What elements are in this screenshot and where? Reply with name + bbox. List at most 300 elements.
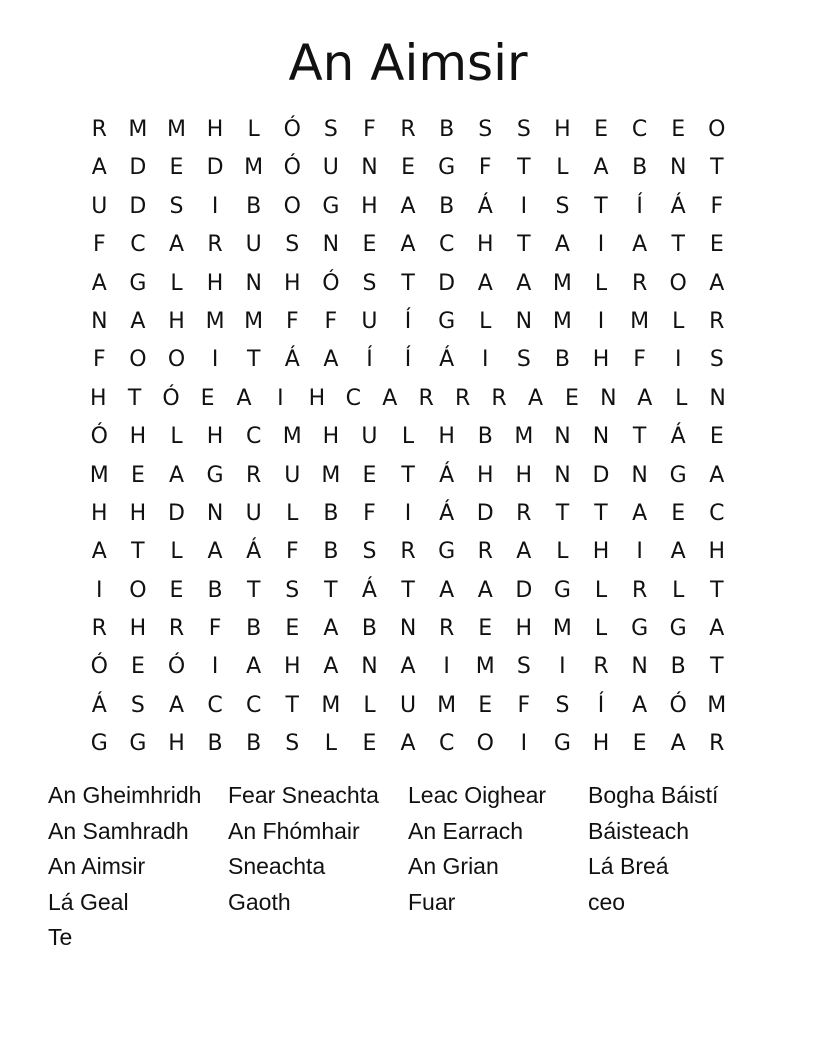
grid-letter: E [564, 385, 579, 411]
grid-letter: Á [91, 692, 107, 718]
grid-letter: F [363, 117, 376, 142]
grid-letter: Í [404, 347, 412, 373]
grid-letter: A [477, 577, 493, 603]
grid-letter: T [401, 577, 415, 603]
grid-letter: Ó [669, 692, 687, 718]
grid-row [80, 572, 736, 610]
grid-letter: A [632, 500, 648, 526]
grid-letter: I [211, 193, 219, 219]
grid-letter: B [246, 731, 262, 757]
word-list-item: An Gheimhridh [48, 782, 202, 808]
grid-letter: L [401, 424, 415, 450]
grid-letter: M [552, 308, 572, 334]
grid-letter: Á [439, 347, 455, 373]
grid-letter: H [322, 424, 340, 450]
grid-row [80, 687, 736, 725]
grid-letter: Á [477, 193, 493, 219]
grid-letter: A [130, 308, 146, 334]
grid-letter: M [166, 117, 186, 142]
word-list-item: An Fhómhair [228, 817, 360, 844]
grid-letter: R [454, 385, 471, 411]
grid-letter: H [476, 232, 494, 258]
grid-letter: F [633, 347, 646, 373]
grid-letter: H [361, 193, 378, 219]
grid-letter: T [401, 462, 415, 488]
grid-letter: T [632, 424, 647, 450]
grid-letter: T [594, 500, 608, 526]
grid-letter: H [438, 424, 455, 450]
grid-letter: N [631, 462, 648, 488]
grid-letter: U [245, 500, 262, 526]
grid-letter: A [477, 270, 493, 296]
grid-letter: T [555, 500, 570, 526]
grid-letter: M [244, 308, 264, 334]
grid-letter: H [206, 117, 224, 142]
grid-letter: M [321, 692, 341, 718]
grid-letter: A [709, 462, 725, 488]
grid-letter: M [205, 308, 225, 334]
grid-letter: T [710, 155, 724, 181]
grid-letter: G [129, 731, 147, 757]
grid-letter: T [246, 577, 261, 603]
grid-letter: T [131, 539, 145, 565]
grid-letter: H [89, 385, 107, 411]
grid-letter: Í [636, 193, 643, 219]
grid-letter: L [363, 692, 376, 718]
grid-letter: I [443, 654, 450, 680]
word-list-item: An Earrach [408, 817, 524, 844]
grid-letter: S [516, 347, 531, 373]
word-list-item: Lá Breá [588, 853, 669, 880]
grid-letter: B [361, 616, 377, 642]
grid-letter: B [439, 193, 455, 219]
grid-letter: T [517, 232, 531, 258]
grid-row [80, 457, 736, 495]
grid-letter: C [631, 117, 648, 142]
grid-letter: U [284, 462, 301, 488]
grid-letter: M [128, 117, 148, 142]
grid-letter: A [246, 654, 262, 680]
grid-letter: N [361, 155, 378, 181]
grid-letter: D [476, 500, 494, 526]
grid-letter: C [345, 385, 361, 411]
grid-letter: Ó [322, 270, 340, 296]
grid-letter: C [438, 232, 455, 258]
grid-letter: M [552, 616, 572, 642]
word-list-item: Sneachta [228, 853, 326, 880]
grid-letter: H [515, 462, 533, 488]
grid-letter: H [168, 731, 185, 757]
grid-letter: A [400, 654, 416, 680]
grid-letter: Ó [283, 117, 301, 142]
grid-letter: I [597, 308, 605, 334]
grid-letter: Ó [90, 424, 108, 450]
grid-letter: A [168, 692, 185, 718]
grid-letter: G [438, 539, 456, 565]
grid-letter: H [129, 424, 147, 450]
grid-letter: M [630, 308, 650, 334]
grid-letter: I [96, 577, 103, 603]
grid-letter: G [669, 462, 687, 488]
grid-letter: Á [439, 462, 455, 488]
grid-letter: A [632, 232, 648, 258]
grid-letter: E [671, 500, 686, 526]
grid-row [80, 265, 736, 303]
grid-letter: N [322, 232, 340, 258]
grid-letter: T [671, 232, 685, 258]
grid-letter: T [710, 577, 724, 603]
grid-letter: A [593, 155, 609, 181]
grid-letter: M [552, 270, 572, 296]
grid-letter: S [285, 731, 300, 757]
grid-letter: N [515, 308, 533, 334]
grid-row [80, 495, 736, 533]
grid-letter: Ó [90, 654, 108, 680]
grid-letter: N [709, 385, 726, 411]
grid-letter: H [206, 424, 224, 450]
grid-letter: N [631, 654, 648, 680]
grid-letter: R [91, 117, 107, 142]
grid-row [80, 610, 736, 648]
grid-letter: I [674, 347, 682, 373]
grid-letter: A [168, 232, 185, 258]
grid-letter: G [438, 308, 456, 334]
grid-letter: A [91, 539, 107, 565]
grid-row [80, 149, 736, 187]
grid-letter: S [285, 232, 300, 258]
grid-letter: B [439, 117, 455, 142]
grid-letter: T [324, 577, 338, 603]
grid-letter: I [597, 232, 605, 258]
word-list [48, 778, 768, 956]
grid-letter: N [206, 500, 224, 526]
grid-letter: H [283, 654, 301, 680]
grid-letter: E [401, 155, 415, 181]
word-list-item: Lá Geal [48, 888, 129, 915]
word-list-item: Te [48, 924, 73, 951]
grid-letter: A [670, 539, 686, 565]
grid-letter: R [491, 385, 507, 411]
grid-letter: H [168, 308, 185, 334]
grid-letter: F [478, 155, 492, 181]
grid-letter: L [594, 616, 608, 642]
grid-letter: Í [404, 308, 412, 334]
grid-letter: L [594, 270, 608, 296]
grid-letter: F [285, 539, 299, 565]
grid-letter: A [236, 385, 252, 411]
grid-letter: L [170, 539, 183, 565]
grid-letter: E [478, 692, 493, 718]
grid-letter: Á [670, 193, 686, 219]
grid-letter: F [92, 232, 106, 258]
grid-letter: N [592, 424, 610, 450]
grid-letter: A [554, 232, 570, 258]
grid-letter: L [675, 385, 688, 411]
grid-letter: A [168, 462, 185, 488]
grid-letter: A [516, 270, 532, 296]
word-list-item: ceo [588, 888, 626, 915]
grid-letter: A [207, 539, 223, 565]
grid-letter: E [130, 654, 145, 680]
grid-letter: I [404, 500, 412, 526]
grid-letter: M [437, 692, 457, 718]
grid-letter: B [670, 654, 686, 680]
grid-letter: O [708, 117, 726, 142]
grid-letter: E [594, 117, 608, 142]
grid-letter: T [127, 385, 142, 411]
grid-row [80, 418, 736, 456]
grid-letter: I [481, 347, 489, 373]
grid-letter: R [400, 117, 416, 142]
grid-letter: N [399, 616, 417, 642]
grid-letter: O [283, 193, 301, 219]
grid-letter: E [632, 731, 647, 757]
grid-row [80, 533, 736, 571]
grid-letter: T [246, 347, 261, 373]
grid-letter: R [593, 654, 609, 680]
grid-letter: N [361, 654, 378, 680]
grid-row [80, 188, 736, 226]
grid-letter: B [554, 347, 570, 373]
grid-letter: G [438, 155, 456, 181]
grid-letter: N [554, 424, 571, 450]
grid-letter: M [321, 462, 341, 488]
grid-letter: A [91, 155, 107, 181]
grid-letter: A [637, 385, 653, 411]
grid-letter: A [709, 616, 725, 642]
grid-letter: Ó [283, 155, 301, 181]
grid-letter: R [709, 308, 725, 334]
grid-letter: T [710, 654, 724, 680]
word-list-item: Bogha Báistí [588, 782, 719, 808]
grid-letter: G [322, 193, 340, 219]
word-list-item: Fear Sneachta [228, 782, 379, 808]
word-list-item: An Samhradh [48, 817, 189, 844]
grid-letter: E [671, 117, 686, 142]
grid-letter: L [672, 308, 685, 334]
grid-letter: C [709, 500, 725, 526]
grid-letter: U [399, 692, 417, 718]
grid-letter: F [285, 308, 299, 334]
grid-letter: H [91, 500, 108, 526]
grid-letter: B [323, 500, 339, 526]
grid-letter: U [91, 193, 108, 219]
grid-letter: Í [597, 692, 605, 718]
grid-letter: L [170, 424, 183, 450]
grid-letter: L [247, 117, 260, 142]
word-list-item: Gaoth [228, 888, 291, 915]
word-list-item: Leac Oighear [408, 782, 547, 808]
grid-letter: U [322, 155, 339, 181]
grid-letter: C [438, 731, 455, 757]
grid-letter: S [555, 193, 570, 219]
grid-row [80, 380, 736, 418]
grid-letter: A [323, 616, 339, 642]
grid-letter: N [91, 308, 108, 334]
grid-letter: D [206, 155, 224, 181]
grid-letter: Á [439, 500, 455, 526]
grid-letter: S [362, 539, 377, 565]
grid-letter: R [516, 500, 532, 526]
grid-letter: H [283, 270, 301, 296]
grid-letter: H [708, 539, 726, 565]
grid-letter: E [478, 616, 493, 642]
grid-letter: I [211, 347, 219, 373]
grid-letter: H [129, 616, 147, 642]
grid-letter: T [285, 692, 299, 718]
grid-letter: M [707, 692, 727, 718]
grid-letter: L [594, 577, 608, 603]
grid-letter: B [323, 539, 339, 565]
grid-letter: T [401, 270, 415, 296]
grid-letter: H [592, 347, 610, 373]
grid-letter: G [631, 616, 649, 642]
grid-letter: D [129, 155, 147, 181]
grid-letter: I [520, 193, 528, 219]
grid-letter: E [362, 462, 377, 488]
grid-letter: S [169, 193, 184, 219]
grid-letter: G [129, 270, 147, 296]
grid-letter: M [514, 424, 534, 450]
grid-letter: R [418, 385, 434, 411]
grid-letter: A [400, 193, 416, 219]
word-list-item: An Grian [408, 853, 499, 880]
grid-letter: D [129, 193, 147, 219]
grid-letter: A [323, 654, 339, 680]
grid-letter: L [479, 308, 492, 334]
grid-letter: R [709, 731, 725, 757]
grid-letter: N [554, 462, 571, 488]
grid-letter: O [476, 731, 494, 757]
grid-row [80, 111, 736, 149]
grid-letter: I [211, 654, 219, 680]
grid-letter: M [89, 462, 109, 488]
grid-letter: H [592, 539, 610, 565]
grid-letter: A [709, 270, 725, 296]
grid-row [80, 725, 736, 763]
grid-letter: S [323, 117, 338, 142]
grid-letter: A [439, 577, 455, 603]
grid-letter: E [709, 232, 724, 258]
grid-letter: S [709, 347, 724, 373]
grid-letter: O [167, 347, 186, 373]
grid-letter: I [520, 731, 528, 757]
grid-letter: E [362, 232, 377, 258]
grid-letter: A [323, 347, 339, 373]
grid-letter: Ó [162, 385, 180, 411]
word-list-item: Báisteach [588, 817, 690, 844]
grid-letter: G [553, 577, 571, 603]
grid-letter: H [308, 385, 326, 411]
grid-letter: L [672, 577, 685, 603]
grid-letter: R [207, 232, 223, 258]
grid-letter: E [362, 731, 377, 757]
grid-letter: R [246, 462, 262, 488]
grid-letter: H [206, 270, 224, 296]
grid-letter: Ó [167, 654, 186, 680]
grid-letter: Á [284, 347, 300, 373]
grid-letter: H [554, 117, 571, 142]
grid-letter: L [556, 539, 569, 565]
grid-letter: T [594, 193, 608, 219]
grid-letter: A [632, 692, 648, 718]
grid-row [80, 226, 736, 264]
grid-letter: B [246, 616, 262, 642]
grid-letter: F [208, 616, 222, 642]
grid-letter: G [669, 616, 687, 642]
grid-letter: L [170, 270, 183, 296]
grid-letter: D [592, 462, 610, 488]
grid-letter: S [130, 692, 145, 718]
grid-letter: E [130, 462, 145, 488]
grid-letter: G [553, 731, 571, 757]
grid-row [80, 303, 736, 341]
grid-letter: C [245, 692, 262, 718]
grid-letter: M [244, 155, 264, 181]
grid-letter: Á [670, 424, 686, 450]
grid-letter: E [200, 385, 215, 411]
grid-letter: A [516, 539, 532, 565]
grid-letter: R [438, 616, 455, 642]
grid-letter: S [478, 117, 493, 142]
grid-letter: E [709, 424, 724, 450]
grid-row [80, 648, 736, 686]
grid-letter: R [631, 577, 648, 603]
grid-letter: Á [246, 539, 262, 565]
grid-letter: S [516, 654, 531, 680]
grid-letter: G [206, 462, 224, 488]
grid-letter: A [91, 270, 107, 296]
grid-letter: E [169, 155, 184, 181]
grid-letter: A [400, 731, 416, 757]
grid-letter: R [91, 616, 107, 642]
grid-letter: M [282, 424, 302, 450]
grid-letter: I [277, 385, 284, 411]
grid-letter: M [475, 654, 495, 680]
word-list-item: Fuar [408, 888, 456, 915]
grid-letter: Á [361, 577, 377, 603]
grid-letter: F [363, 500, 376, 526]
grid-letter: B [207, 731, 223, 757]
grid-letter: I [559, 654, 566, 680]
letter-grid [80, 111, 736, 764]
grid-letter: N [245, 270, 262, 296]
grid-letter: U [361, 308, 378, 334]
grid-letter: U [361, 424, 378, 450]
page-title: An Aimsir [288, 34, 528, 92]
grid-letter: O [669, 270, 687, 296]
grid-letter: S [362, 270, 377, 296]
grid-letter: A [670, 731, 686, 757]
grid-letter: O [129, 347, 147, 373]
grid-letter: F [92, 347, 106, 373]
grid-letter: A [400, 232, 416, 258]
grid-letter: D [168, 500, 185, 526]
grid-letter: C [245, 424, 262, 450]
grid-letter: S [285, 577, 300, 603]
grid-letter: C [207, 692, 223, 718]
grid-letter: E [169, 577, 184, 603]
grid-letter: A [527, 385, 543, 411]
grid-letter: S [555, 692, 570, 718]
grid-letter: D [515, 577, 533, 603]
grid-letter: H [476, 462, 494, 488]
grid-letter: G [90, 731, 108, 757]
grid-letter: B [207, 577, 223, 603]
grid-letter: N [669, 155, 687, 181]
grid-letter: B [477, 424, 493, 450]
grid-letter: S [516, 117, 531, 142]
